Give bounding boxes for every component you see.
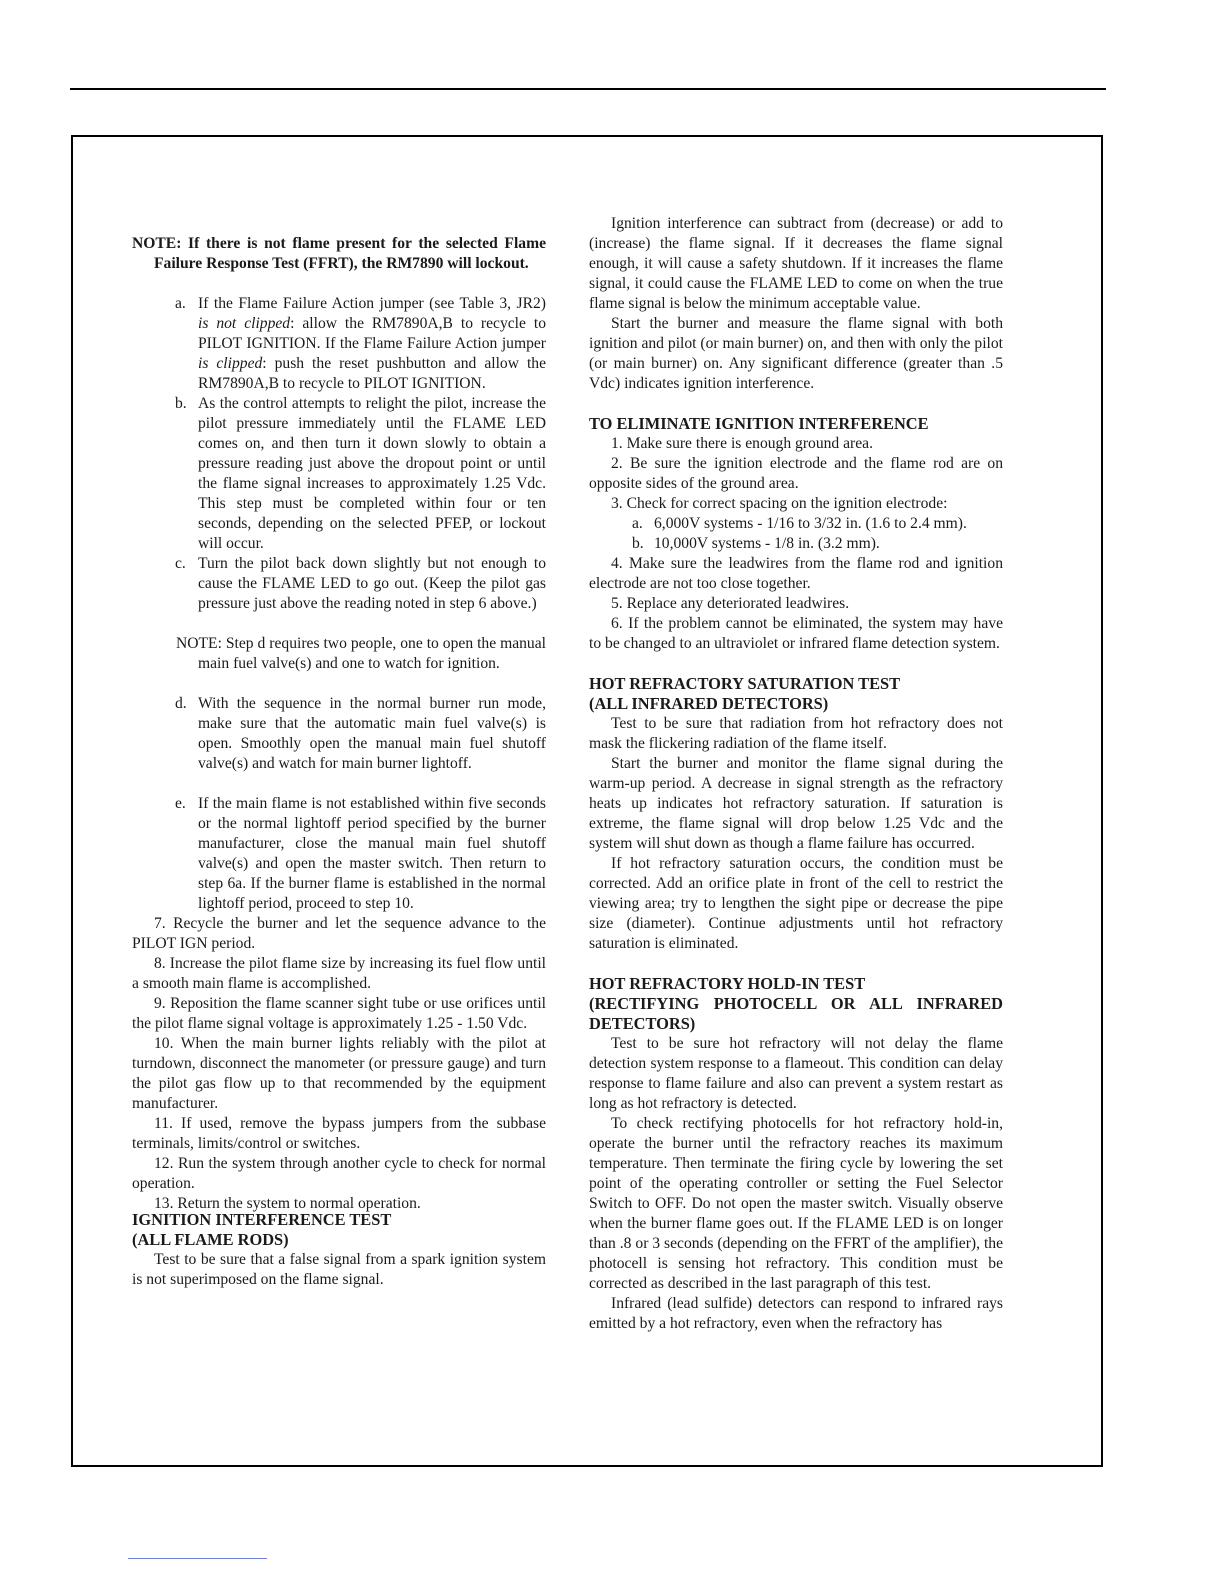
step-10: 10. When the main burner lights reliably with the pilot at turndown, disconnect the manometer (or pressure gauge) and turn the pilot gas flow up to that recommended by the equipment manufacturer.	[132, 1035, 546, 1112]
eliminate-interference-heading: TO ELIMINATE IGNITION INTERFERENCE	[589, 414, 929, 433]
hold-in-test-subheading: (RECTIFYING PHOTOCELL OR ALL INFRARED DETECTORS)	[589, 994, 1003, 1033]
saturation-paragraph-1: Test to be sure that radiation from hot refractory does not mask the flickering radiation of the flame itself.	[589, 715, 1003, 752]
hold-in-paragraph-2: To check rectifying photocells for hot refractory hold-in, operate the burner until the refractory reaches its maximum temperature. Then terminate the firing cycle by lowering the set point of the operating controller or setting the Fuel Selector Switch to OFF. Do not open the master switch. Visually observe when the burner flame goes out. If the FLAME LED is on longer than .8 or 3 seconds (depending on the FFRT of the amplifier), the photocell is sensing hot refractory. This condition must be corrected as described in the last paragraph of this test.	[589, 1115, 1003, 1292]
saturation-test-subheading: (ALL INFRARED DETECTORS)	[589, 694, 829, 713]
interference-paragraph-1: Ignition interference can subtract from (decrease) or add to (increase) the flame signal. If it decreases the flame signal enough, it will cause a safety shutdown. If it increases the flame signal, it could cause the FLAME LED to come on when the true flame signal is below the minimum acceptable value.	[589, 215, 1003, 312]
eliminate-step-4: 4. Make sure the leadwires from the flame rod and ignition electrode are not too close together.	[589, 555, 1003, 592]
left-column	[132, 234, 546, 1290]
hold-in-test-heading: HOT REFRACTORY HOLD-IN TEST	[589, 974, 866, 993]
hold-in-paragraph-3: Infrared (lead sulfide) detectors can respond to infrared rays emitted by a hot refractory, even when the refractory has	[589, 1295, 1003, 1332]
eliminate-step-3a: a. 6,000V systems - 1/16 to 3/32 in. (1.6 to 2.4 mm).	[632, 515, 967, 532]
saturation-paragraph-2: Start the burner and monitor the flame signal during the warm-up period. A decrease in signal strength as the refractory heats up indicates hot refractory saturation. If saturation is extreme, the flame signal will drop below 1.25 Vdc and the system will shut down as though a flame failure has occurred.	[589, 755, 1003, 852]
ignition-interference-subheading: (ALL FLAME RODS)	[132, 1230, 289, 1249]
eliminate-step-2: 2. Be sure the ignition electrode and the flame rod are on opposite sides of the ground area.	[589, 455, 1003, 492]
step-13: 13. Return the system to normal operation.	[154, 1195, 421, 1212]
flame-failure-note: NOTE: If there is not flame present for the selected Flame Failure Response Test (FFRT), the RM7890 will lockout.	[132, 235, 546, 272]
bottom-link-underline	[128, 1558, 267, 1559]
eliminate-step-1: 1. Make sure there is enough ground area.	[611, 435, 873, 452]
step-12: 12. Run the system through another cycle to check for normal operation.	[132, 1155, 546, 1192]
eliminate-step-6: 6. If the problem cannot be eliminated, the system may have to be changed to an ultraviolet or infrared flame detection system.	[589, 615, 1003, 652]
step-11: 11. If used, remove the bypass jumpers from the subbase terminals, limits/control or switches.	[132, 1115, 546, 1152]
step-d-note: NOTE: Step d requires two people, one to open the manual main fuel valve(s) and one to watch for ignition.	[176, 635, 546, 672]
step-6c: c. Turn the pilot back down slightly but not enough to cause the FLAME LED to go out. (Keep the pilot gas pressure just above the reading noted in step 6 above.)	[175, 555, 546, 612]
step-6a: a. If the Flame Failure Action jumper (see Table 3, JR2) is not clipped: allow the RM7890A,B to recycle to PILOT IGNITION. If the Flame Failure Action jumper is clipped: push the reset pushbutton and allow the RM7890A,B to recycle to PILOT IGNITION.	[175, 295, 547, 392]
step-6d: d. With the sequence in the normal burner run mode, make sure that the automatic main fuel valve(s) is open. Smoothly open the manual main fuel shutoff valve(s) and watch for main burner lightoff.	[175, 695, 546, 772]
step-9: 9. Reposition the flame scanner sight tube or use orifices until the pilot flame signal voltage is approximately 1.25 - 1.50 Vdc.	[132, 995, 546, 1032]
step-8: 8. Increase the pilot flame size by increasing its fuel flow until a smooth main flame is accomplished.	[132, 955, 546, 992]
eliminate-step-3: 3. Check for correct spacing on the ignition electrode:	[611, 495, 948, 512]
saturation-test-heading: HOT REFRACTORY SATURATION TEST	[589, 674, 901, 693]
eliminate-step-5: 5. Replace any deteriorated leadwires.	[611, 595, 850, 612]
ignition-interference-heading: IGNITION INTERFERENCE TEST	[132, 1210, 392, 1229]
ignition-interference-intro: Test to be sure that a false signal from a spark ignition system is not superimposed on the flame signal.	[132, 1251, 546, 1288]
step-7: 7. Recycle the burner and let the sequence advance to the PILOT IGN period.	[132, 915, 546, 952]
step-6e: e. If the main flame is not established within five seconds or the normal lightoff period specified by the burner manufacturer, close the manual main fuel shutoff valve(s) and open the master switch. Then return to step 6a. If the burner flame is established in the normal lightoff period, proceed to step 10.	[175, 795, 546, 912]
hold-in-paragraph-1: Test to be sure hot refractory will not delay the flame detection system response to a flameout. This condition can delay response to flame failure and also can prevent a system restart as long as hot refractory is detected.	[589, 1035, 1003, 1112]
right-column	[589, 214, 1003, 1334]
eliminate-step-3b: b. 10,000V systems - 1/8 in. (3.2 mm).	[632, 535, 880, 552]
saturation-paragraph-3: If hot refractory saturation occurs, the condition must be corrected. Add an orifice plate in front of the cell to restrict the viewing area; try to lengthen the sight pipe or decrease the pipe size (diameter). Continue adjustments until hot refractory saturation is eliminated.	[589, 855, 1003, 952]
top-rule	[70, 88, 1106, 90]
step-6b: b. As the control attempts to relight the pilot, increase the pilot pressure immediately until the FLAME LED comes on, and then turn it down slowly to obtain a pressure reading just above the dropout point or until the flame signal increases to approximately 1.25 Vdc. This step must be completed within four or ten seconds, depending on the selected PFEP, or lockout will occur.	[175, 395, 546, 552]
interference-paragraph-2: Start the burner and measure the flame signal with both ignition and pilot (or main burner) on, and then with only the pilot (or main burner) on. Any significant difference (greater than .5 Vdc) indicates ignition interference.	[589, 315, 1003, 392]
